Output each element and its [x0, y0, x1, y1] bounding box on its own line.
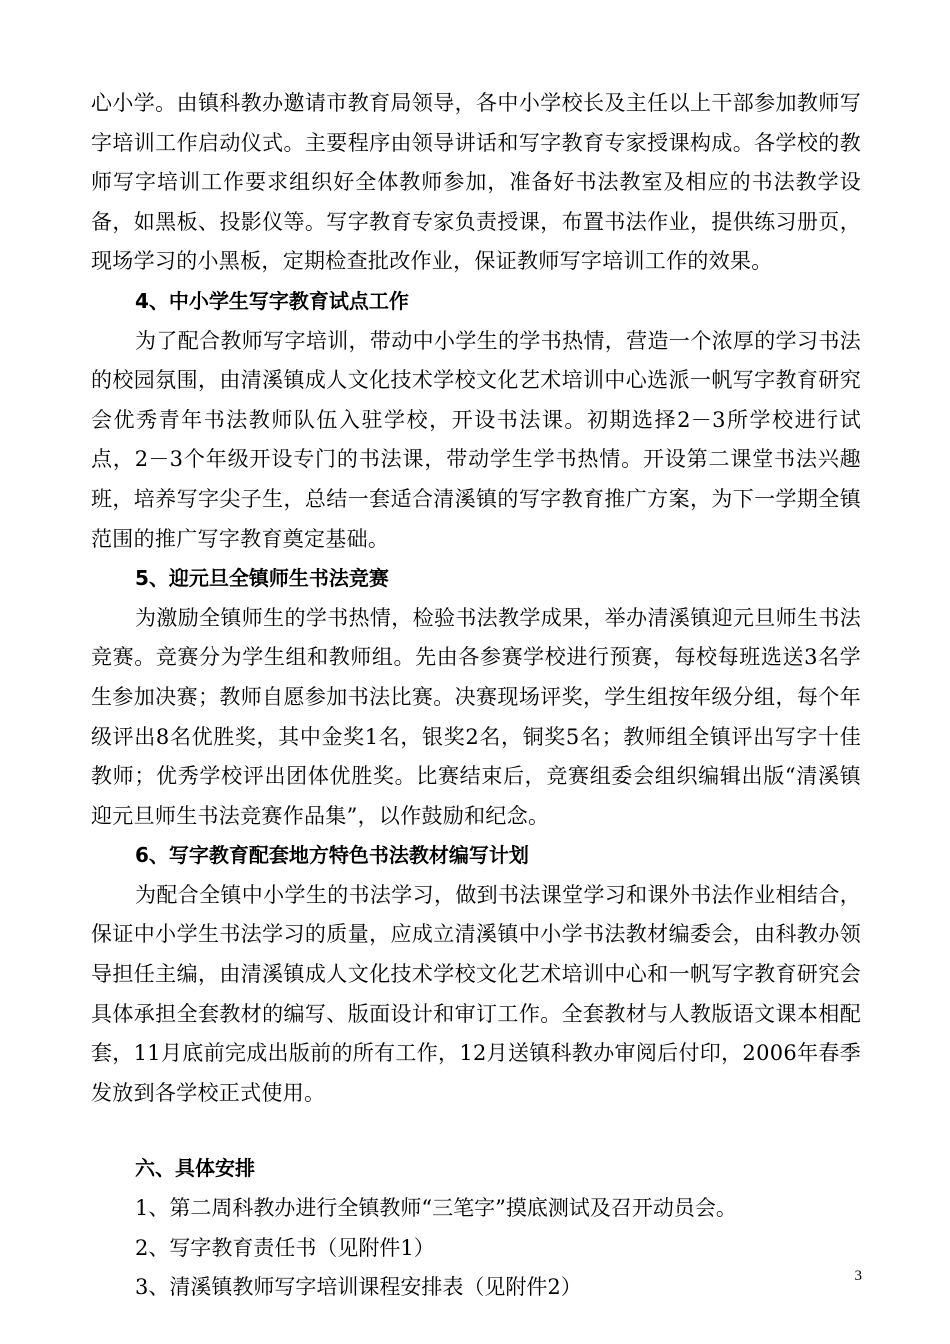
section-6-body: 为配合全镇中小学生的书法学习，做到书法课堂学习和课外书法作业相结合，保证中小学生书法学习的质量，应成立清溪镇中小学书法教材编委会，由科教办领导担任主编，由清溪镇成人文化技术学校文化艺术培训中心和一帆写字教育研究会具体承担全套教材的编写、版面设计和审订工作。全套教材与人教版语文课本相配套，11月底前完成出版前的所有工作，12月送镇科教办审阅后付印，2006年春季发放到各学校正式使用。 [91, 882, 861, 1105]
arrangement-heading: 六、具体安排 [135, 1156, 255, 1181]
section-5-body: 为激励全镇师生的学书热情，检验书法教学成果，举办清溪镇迎元旦师生书法竞赛。竞赛分为学生组和教师组。先由各参赛学校进行预赛，每校每班选送3名学生参加决赛；教师自愿参加书法比赛。决赛现场评奖，学生组按年级分组，每个年级评出8名优胜奖，其中金奖1名，银奖2名，铜奖5名；教师组全镇评出写字十佳教师；优秀学校评出团体优胜奖。比赛结束后，竞赛组委会组织编辑出版“清溪镇迎元旦师生书法竞赛作品集”，以作鼓励和纪念。 [91, 605, 861, 828]
section-4-heading: 4、中小学生写字教育试点工作 [135, 288, 409, 313]
arrangement-item-1: 1、第二周科教办进行全镇教师“三笔字”摸底测试及召开动员会。 [135, 1196, 737, 1221]
page-number: 3 [854, 1268, 862, 1284]
section-6-heading: 6、写字教育配套地方特色书法教材编写计划 [135, 843, 529, 868]
page-content [91, 84, 861, 1308]
arrangement-item-3: 3、清溪镇教师写字培训课程安排表（见附件2） [135, 1275, 582, 1300]
section-4-body: 为了配合教师写字培训，带动中小学生的学书热情，营造一个浓厚的学习书法的校园氛围，由清溪镇成人文化技术学校文化艺术培训中心选派一帆写字教育研究会优秀青年书法教师队伍入驻学校，开设书法课。初期选择2－3所学校进行试点，2－3个年级开设专门的书法课，带动学生学书热情。开设第二课堂书法兴趣班，培养写字尖子生，总结一套适合清溪镇的写字教育推广方案，为下一学期全镇范围的推广写字教育奠定基础。 [91, 328, 861, 551]
section-5-heading: 5、迎元旦全镇师生书法竞赛 [135, 566, 389, 591]
intro-paragraph: 心小学。由镇科教办邀请市教育局领导，各中小学校长及主任以上干部参加教师写字培训工作启动仪式。主要程序由领导讲话和写字教育专家授课构成。各学校的教师写字培训工作要求组织好全体教师参加，准备好书法教室及相应的书法教学设备，如黑板、投影仪等。写字教育专家负责授课，布置书法作业，提供练习册页，现场学习的小黑板，定期检查批改作业，保证教师写字培训工作的效果。 [91, 91, 861, 274]
arrangement-item-2: 2、写字教育责任书（见附件1） [135, 1235, 435, 1260]
